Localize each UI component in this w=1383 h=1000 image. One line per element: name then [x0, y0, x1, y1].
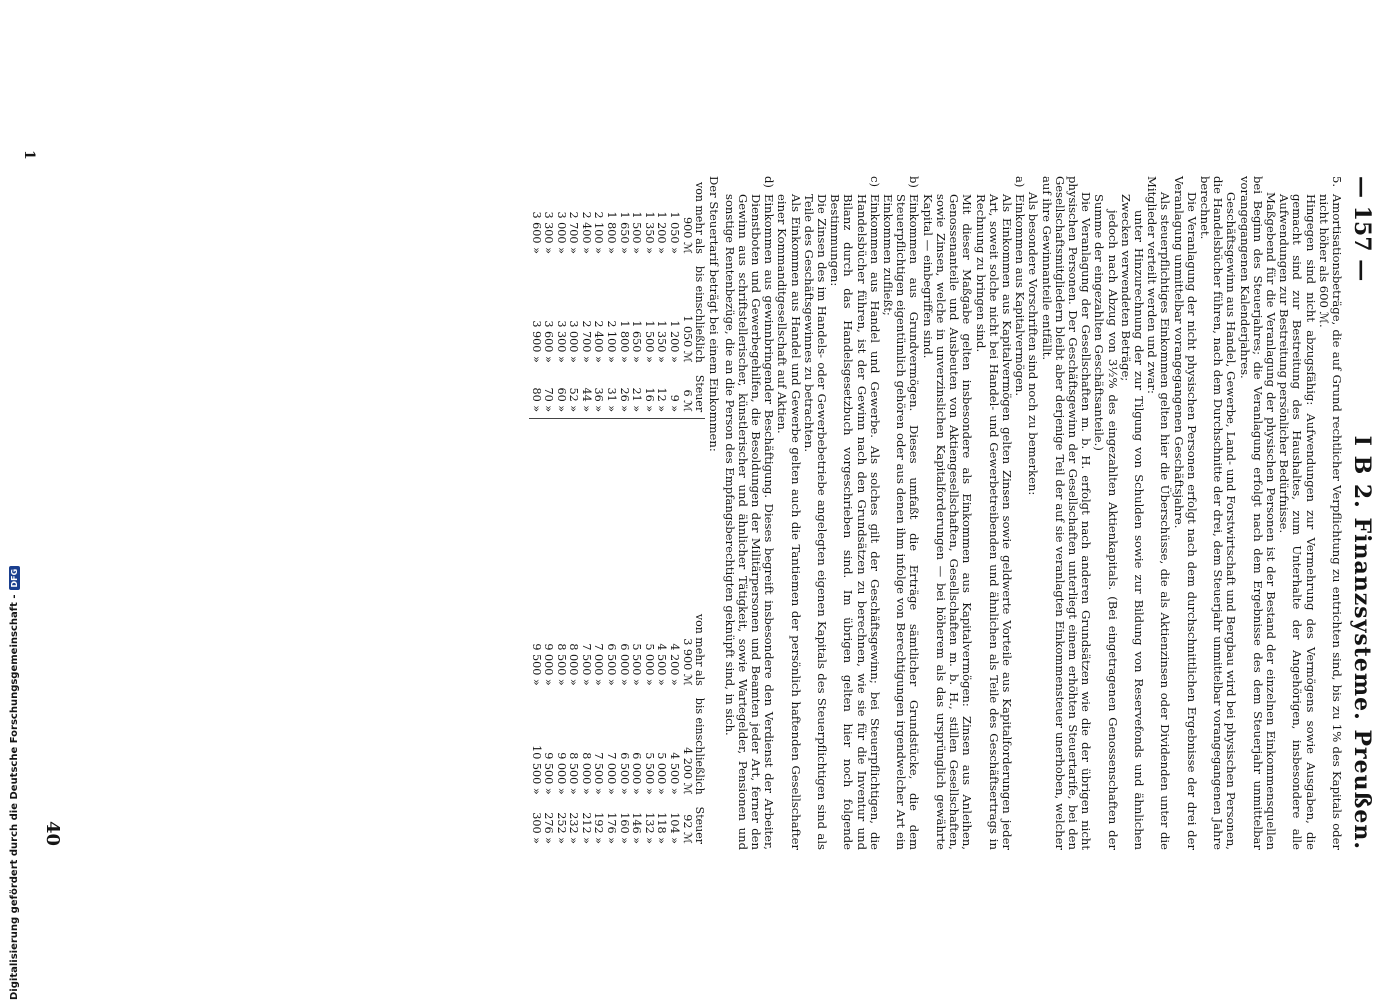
list-item	[1317, 176, 1343, 850]
table-row	[554, 176, 567, 419]
table-cell: 4 500 »	[655, 643, 669, 686]
table-cell: 7 500 »	[579, 643, 593, 686]
paragraph: Als besondere Vorschriften sind noch zu bemerken:	[1026, 192, 1041, 496]
table-cell: 3 000 »	[554, 211, 568, 254]
item-mark	[775, 176, 801, 194]
table-cell: 5 000 »	[655, 752, 669, 795]
table-cell: 5 500 »	[642, 752, 656, 795]
table-cell: 1 500 »	[642, 320, 656, 363]
table-cell: 2 100 »	[592, 211, 606, 254]
caption-text: Digitalisierung gefördert durch die Deutsche Forschungsgemeinschaft -	[8, 594, 20, 1000]
table-cell: 4 200 ℳ	[680, 747, 694, 795]
list-item	[1013, 176, 1026, 850]
table-cell: 192 »	[592, 812, 606, 844]
table-cell: 16 »	[642, 387, 656, 413]
tariff-body-right	[529, 608, 693, 850]
item-text: Mit dieser Maßgabe gelten insbesondere als Einkommen aus Kapitalvermögen: Zinsen aus Anleihen, Genossenanteile und Ausbeuten von Aktiengesellschaften, Gesellschaften m. b. H., stillen Gesellschaften, sowie Zinsen, welche in unverzinslichen Kapitalforderungen — bei höherem als das ursprünglich gewährte Kapital — einbegriffen sind.	[920, 194, 975, 850]
table-cell: 5 500 »	[630, 643, 644, 686]
item-text: Als Einkommen aus Handel und Gewerbe gelten auch die Tantiemen der persönlich haftenden Gesellschafter einer Kommanditgesellschaft auf Aktien.	[775, 194, 803, 850]
table-cell: 3 300 »	[542, 211, 556, 254]
column-header: Steuer	[693, 374, 707, 413]
table-cell: 1 650 »	[617, 211, 631, 254]
page-number: — 157 —	[1349, 176, 1375, 282]
table-row	[592, 176, 605, 419]
table-cell: 2 400 »	[579, 211, 593, 254]
table-row	[542, 608, 555, 850]
table-row	[667, 608, 680, 850]
table-cell: 146 »	[630, 812, 644, 844]
table-row	[655, 608, 668, 850]
table-cell: 1 800 »	[605, 211, 619, 254]
list-item	[828, 176, 881, 850]
table-row	[605, 176, 618, 419]
item-mark	[921, 176, 974, 194]
item-text: Einkommen aus Kapitalvermögen.	[1013, 194, 1028, 397]
table-cell: 44 »	[579, 387, 593, 413]
list-item	[802, 176, 828, 850]
table-cell: 12 »	[655, 387, 669, 413]
table-cell: 7 500 »	[592, 752, 606, 795]
table-cell: 2 100 »	[605, 320, 619, 363]
table-cell: 36 »	[592, 387, 606, 413]
table-cell: 21 »	[630, 387, 644, 413]
item-text: Amortisationsbeträge, die auf Grund rechtlicher Verpflichtung zu entrichten sind, bis zu 1% des Kapitals oder nicht höher als 600 ℳ.	[1316, 194, 1344, 850]
item-text: Hingegen sind nicht abzugsfähig: Aufwendungen zur Vermehrung des Vermögens sowie Ausgaben, die gemacht sind zur Bestreitung des Haushaltes, zum Unterhalte der Angehörigen, insbesondere alle Aufwendungen zur Bestreitung persönlicher Bedürfnisse.	[1277, 194, 1318, 850]
table-cell: 7 000 »	[592, 643, 606, 686]
item-text: Einkommen aus gewinnbringender Beschäftigung. Dieses begreift insbesondere den Verdienst der Arbeiter, Dienstboten und Gewerbegehilfen, die Besoldungen der Militärpersonen und Beamten jeder Art, ferner den Gewinn aus schriftstellerischer, künstlerischer und ähnlicher Tätigkeit, sowie Wartegelder, Pensionen und sonstige Rentenbezüge, die an die Person des Empfangsberechtigten geknüpft sind, in sich.	[722, 194, 777, 850]
table-row	[630, 176, 643, 419]
table-cell: 1 350 »	[642, 211, 656, 254]
list-item	[1277, 176, 1317, 850]
running-title: I B 2. Finanzsysteme. Preußen.	[1349, 435, 1375, 850]
table-cell: 3 300 »	[554, 320, 568, 363]
table-cell: 70 »	[542, 387, 556, 413]
table-cell: 176 »	[605, 812, 619, 844]
table-cell: 104 »	[668, 812, 682, 844]
table-cell: 1 650 »	[630, 320, 644, 363]
table-cell: 300 »	[529, 812, 543, 844]
table-cell: 5 000 »	[642, 643, 656, 686]
table-cell: 212 »	[579, 812, 593, 844]
table-row	[680, 176, 693, 419]
signature-mark: 1	[21, 150, 37, 160]
tariff-tables	[529, 176, 705, 850]
paragraph: Maßgebend für die Veranlagung der physischen Personen ist der Bestand der einzelnen Einkommensquellen bei Beginn des Steuerjahres; die Veranlagung erfolgt nach dem Ergebnisse des dem Steuerjahr unmittelbar vorangegangenen Kalenderjahres.	[1237, 176, 1278, 850]
table-cell: 1 200 »	[655, 211, 669, 254]
table-row	[529, 608, 542, 850]
table-cell: 1 800 »	[617, 320, 631, 363]
table-cell: 4 200 »	[668, 643, 682, 686]
table-cell: 3 600 »	[529, 211, 543, 254]
table-cell: 2 400 »	[592, 320, 606, 363]
table-row	[554, 608, 567, 850]
paragraph: jedoch nach Abzug von 3½% des eingezahlten Aktienkapitals. (Bei eingetragenen Genossenschaften der Summe der eingezahlten Geschäftsanteile.)	[1092, 194, 1120, 850]
tariff-table-right	[529, 608, 705, 850]
item-mark: c)	[867, 176, 882, 188]
table-cell: 232 »	[567, 812, 581, 844]
table-cell: 10 500 »	[529, 745, 543, 795]
table-cell: 118 »	[655, 812, 669, 844]
table-cell: 1 500 »	[630, 211, 644, 254]
table-cell: 9 500 »	[542, 752, 556, 795]
list-item	[921, 176, 974, 850]
table-row	[579, 176, 592, 419]
table-cell: 9 500 »	[529, 643, 543, 686]
dfg-logo-icon: DFG	[9, 566, 20, 591]
table-cell: 52 »	[567, 387, 581, 413]
table-cell: 8 500 »	[567, 752, 581, 795]
page-header	[1343, 176, 1375, 850]
item-text: Als Einkommen aus Kapitalvermögen gelten Zinsen sowie geldwerte Vorteile aus Kapitalforderungen jeder Art, soweit solche nicht bei Handel- und Gewerbetreibenden und ähnlichen als Teile des Geschäftsertrags in Rechnung zu bringen sind.	[973, 194, 1014, 850]
table-cell: 6 000 »	[617, 643, 631, 686]
table-cell: 80 »	[529, 387, 543, 413]
item-mark	[1277, 176, 1317, 194]
table-cell: 1 050 ℳ	[680, 315, 694, 363]
table-cell: 6 500 »	[617, 752, 631, 795]
table-cell: 8 000 »	[567, 643, 581, 686]
table-cell: 6 500 »	[605, 643, 619, 686]
paragraph: Die Veranlagung der nicht physischen Personen erfolgt nach dem durchschnittlichen Ergebnisse der drei der Veranlagung unmittelbar vorangegangenen Geschäftsjahre.	[1171, 176, 1199, 850]
table-row	[617, 176, 630, 419]
item-text: Die Zinsen des im Handels- oder Gewerbebetriebe angelegten eigenen Kapitals des Steuerpflichtigen sind als Teile des Geschäftsgewinnes zu betrachten.	[801, 194, 830, 850]
table-cell: 1 350 »	[655, 320, 669, 363]
table-cell: 252 »	[554, 812, 568, 844]
table-cell: 9 000 »	[554, 752, 568, 795]
column-header: bis einschließlich	[693, 265, 707, 363]
paragraph: Als steuerpflichtiges Einkommen gelten hier die Überschüsse, die als Aktienzinsen oder Dividenden unter die Mitglieder verteilt werden und zwar:	[1145, 176, 1173, 850]
table-cell: 6 000 »	[630, 752, 644, 795]
column-header: Steuer	[693, 806, 707, 844]
table-row	[667, 176, 680, 419]
table-row	[542, 176, 555, 419]
item-mark: a)	[1013, 176, 1028, 188]
table-row	[655, 176, 668, 419]
table-cell: 4 500 »	[668, 752, 682, 795]
paragraph: Geschäftsgewinn aus Handel, Gewerbe, Land- und Forstwirtschaft und Bergbau wird bei physischen Personen, die Handelsbücher führen, nach dem Durchschnitte der drei, dem Steuerjahr unmittelbar vorangegangenen Jahre berechnet.	[1197, 176, 1239, 850]
tariff-body-left	[529, 176, 693, 419]
table-row	[680, 608, 693, 850]
tariff-intro: Der Steuertarif beträgt bei einem Einkommen:	[707, 176, 722, 452]
table-cell: 132 »	[642, 812, 656, 844]
item-mark: 5.	[1330, 176, 1344, 188]
table-row	[642, 608, 655, 850]
item-mark	[802, 176, 828, 194]
table-row	[630, 608, 643, 850]
table-cell: 9 »	[668, 394, 682, 413]
table-cell: 276 »	[542, 812, 556, 844]
item-text: Einkommen aus Handel und Gewerbe. Als solches gilt der Geschäftsgewinn; bei Steuerpflichtigen, die Handelsbücher führen, ist der Gewinn nach den Grundsätzen zu berechnen, wie sie für die Inventur und Bilanz durch das Handelsgesetzbuch vorgeschrieben sind. Im übrigen gelten hier noch folgende Bestimmungen:	[828, 194, 882, 850]
list-item	[775, 176, 801, 850]
column-header: von mehr als	[693, 182, 707, 254]
table-cell: 8 500 »	[554, 643, 568, 686]
table-cell: 160 »	[617, 812, 631, 844]
table-row	[529, 176, 542, 419]
table-cell: 7 000 »	[605, 752, 619, 795]
table-cell: 31 »	[605, 387, 619, 413]
column-header: von mehr als	[693, 613, 707, 686]
table-cell: 92 ℳ	[680, 814, 694, 844]
sheet-number: 40	[42, 820, 63, 846]
table-cell: 1 050 »	[668, 211, 682, 254]
table-cell: 3 000 »	[567, 320, 581, 363]
item-mark	[973, 176, 1013, 194]
list-item	[722, 176, 775, 850]
paragraph: Die Veranlagung der Gesellschaften m. b. H. erfolgt nach anderen Grundsätzen wie die der übrigen nicht physischen Personen. Der Geschäftsgewinn der Gesellschaften unterliegt einem erhöhten Steuertarife, bei den Gesellschaftsmitgliedern bleibt aber derjenige Teil der auf sie veranlagten Einkommensteuer unerhoben, welcher auf ihre Gewinnanteile entfällt.	[1039, 176, 1094, 850]
item-text: Einkommen aus Grundvermögen. Dieses umfaßt die Erträge sämtlicher Grundstücke, die dem Steuerpflichtigen eigentümlich gehören oder aus denen ihm infolge von Berechtigungen irgendwelcher Art ein Einkommen zufließt;	[881, 194, 922, 850]
table-cell: 9 000 »	[542, 643, 556, 686]
list-item	[973, 176, 1013, 850]
table-cell: 2 700 »	[567, 211, 581, 254]
table-cell: 8 000 »	[579, 752, 593, 795]
table-cell: 1 200 »	[668, 320, 682, 363]
table-cell: 2 700 »	[579, 320, 593, 363]
table-row	[592, 608, 605, 850]
item-mark: b)	[907, 176, 922, 188]
paragraph: unter Hinzurechnung der zur Tilgung von Schulden sowie zur Bildung von Reservefonds und ähnlichen Zwecken verwendeten Beträge;	[1118, 194, 1146, 850]
digitization-caption	[6, 0, 22, 1000]
table-cell: 6 ℳ	[680, 389, 694, 413]
column-header: bis einschließlich	[693, 697, 707, 795]
table-cell: 26 »	[617, 387, 631, 413]
table-cell: 900 ℳ	[680, 217, 694, 254]
tariff-table-left	[529, 176, 705, 419]
table-row	[642, 176, 655, 419]
table-cell: 3 900 »	[529, 320, 543, 363]
table-row	[617, 608, 630, 850]
table-cell: 3 600 »	[542, 320, 556, 363]
table-cell: 3 900 ℳ	[680, 638, 694, 686]
table-cell: 60 »	[554, 387, 568, 413]
table-row	[605, 608, 618, 850]
table-row	[579, 608, 592, 850]
list-item	[881, 176, 921, 850]
table-row	[567, 608, 580, 850]
table-row	[567, 176, 580, 419]
item-mark: d)	[762, 176, 777, 188]
